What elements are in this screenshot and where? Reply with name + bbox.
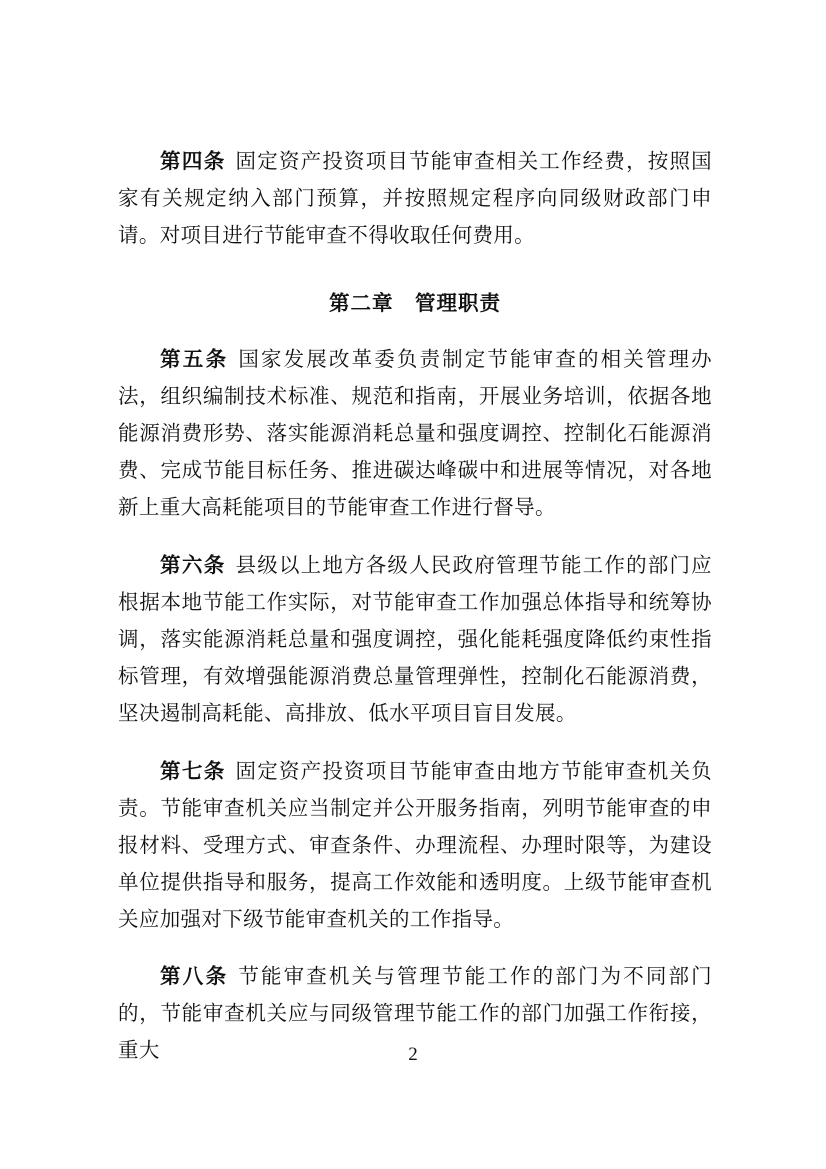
article-6-heading: 第六条 bbox=[160, 553, 226, 577]
article-5-heading: 第五条 bbox=[160, 347, 229, 371]
article-4-heading: 第四条 bbox=[160, 149, 226, 173]
article-7-heading: 第七条 bbox=[160, 759, 226, 783]
article-6 bbox=[118, 547, 712, 732]
article-8-body: 节能审查机关与管理节能工作的部门为不同部门的，节能审查机关应与同级管理节能工作的部门加强工作衔接，重大 bbox=[118, 964, 712, 1062]
article-4 bbox=[118, 143, 712, 254]
article-6-body: 县级以上地方各级人民政府管理节能工作的部门应根据本地节能工作实际，对节能审查工作加强总体指导和统筹协调，落实能源消耗总量和强度调控，强化能耗强度降低约束性指标管理，有效增强能源消费总量管理弹性，控制化石能源消费，坚决遏制高耗能、高排放、低水平项目盲目发展。 bbox=[118, 553, 713, 725]
article-5 bbox=[118, 341, 712, 526]
article-7 bbox=[118, 753, 712, 938]
page-number: 2 bbox=[408, 1044, 418, 1065]
article-4-body: 固定资产投资项目节能审查相关工作经费，按照国家有关规定纳入部门预算，并按照规定程序向同级财政部门申请。对项目进行节能审查不得收取任何费用。 bbox=[118, 149, 713, 247]
article-5-body: 国家发展改革委负责制定节能审查的相关管理办法，组织编制技术标准、规范和指南，开展业务培训，依据各地能源消费形势、落实能源消耗总量和强度调控、控制化石能源消费、完成节能目标任务、推进碳达峰碳中和进展等情况，对各地新上重大高耗能项目的节能审查工作进行督导。 bbox=[118, 347, 712, 519]
chapter-title: 第二章 管理职责 bbox=[329, 291, 501, 315]
article-8-heading: 第八条 bbox=[160, 964, 229, 988]
article-7-body: 固定资产投资项目节能审查由地方节能审查机关负责。节能审查机关应当制定并公开服务指南，列明节能审查的申报材料、受理方式、审查条件、办理流程、办理时限等，为建设单位提供指导和服务，提高工作效能和透明度。上级节能审查机关应加强对下级节能审查机关的工作指导。 bbox=[118, 759, 713, 931]
